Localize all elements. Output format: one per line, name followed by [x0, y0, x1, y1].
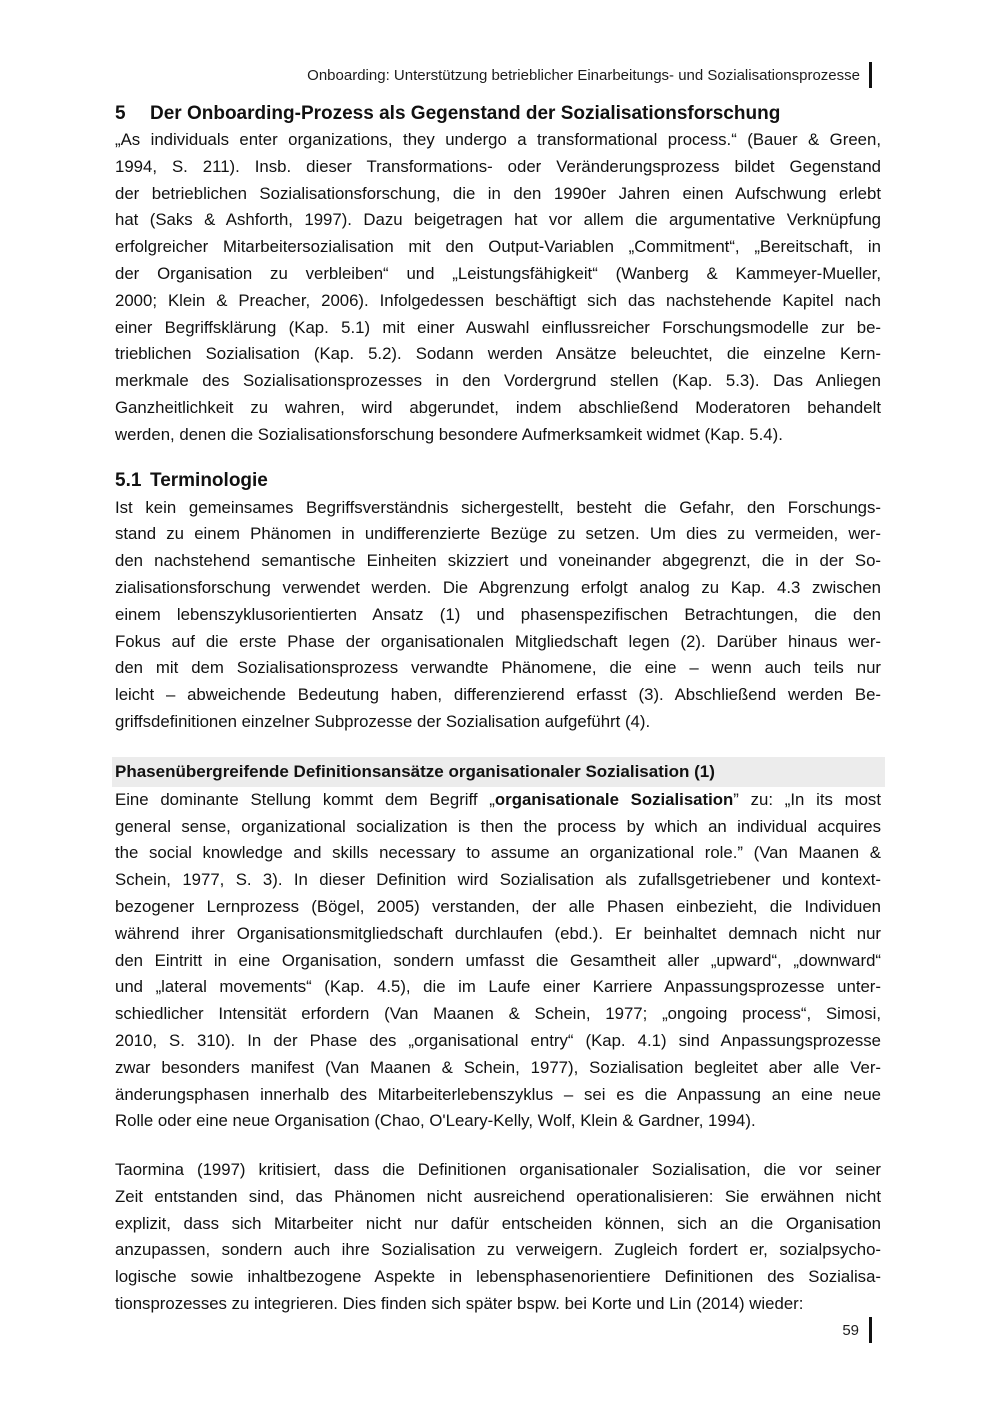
text-line: während ihrer Organisationsmitgliedschaft durchlaufen (ebd.). Er beinhaltet demnach nicht nur — [115, 923, 881, 943]
text-line: leicht – abweichende Bedeutung haben, differenzierend erfasst (3). Abschließend werden Be- — [115, 685, 881, 705]
text-line: der betrieblichen Sozialisationsforschung, die in den 1990er Jahren einen Aufschwung erlebt — [115, 183, 881, 203]
running-header-title: Onboarding: Unterstützung betrieblicher Einarbeitungs- und Sozialisationsprozesse — [307, 66, 860, 84]
text-line: den Eintritt in eine Organisation, sondern umfasst die Gesamtheit aller „upward“, „downward“ — [115, 950, 881, 970]
text-line: 2010, S. 310). In der Phase des „organisational entry“ (Kap. 4.1) sind Anpassungsprozesse — [115, 1030, 881, 1050]
text-line: den mit dem Sozialisationsprozess verwandte Phänomene, die eine – wenn auch teils nur — [115, 658, 881, 678]
text-line: schiedlicher Intensität erfordern (Van Maanen & Schein, 1977; „ongoing process“, Simosi, — [115, 1004, 881, 1024]
text-line: merkmale des Sozialisationsprozesses in den Vordergrund stellen (Kap. 5.3). Das Anliegen — [115, 371, 881, 391]
chapter-number: 5 — [115, 103, 126, 124]
text-line: general sense, organizational socialization is then the process by which an individual acquires — [115, 816, 881, 836]
text-line: erfolgreicher Mitarbeitersozialisation mit den Output-Variablen „Commitment“, „Bereitschaft, in — [115, 237, 881, 257]
page-number: 59 — [842, 1321, 859, 1339]
text-line: einer Begriffsklärung (Kap. 5.1) mit einer Auswahl einflussreicher Forschungsmodelle zur be- — [115, 317, 881, 337]
page-content — [115, 100, 881, 1318]
text-line: änderungsphasen innerhalb des Mitarbeiterlebenszyklus – sei es die Anpassung an eine neue — [115, 1084, 881, 1104]
text-line: „As individuals enter organizations, they undergo a transformational process.“ (Bauer & Green, — [115, 130, 881, 149]
footer-rule — [869, 1317, 872, 1343]
text-line: Rolle oder eine neue Organisation (Chao, O'Leary-Kelly, Wolf, Klein & Gardner, 1994). — [115, 1111, 756, 1131]
text-line: hat (Saks & Ashforth, 1997). Dazu beigetragen hat vor allem die argumentative Verknüpfung — [115, 210, 881, 230]
paragraph-definitionsansaetze — [115, 787, 881, 1135]
section-title: Terminologie — [150, 469, 268, 491]
text-line: 1994, S. 211). Insb. dieser Transformations- oder Veränderungsprozess bildet Gegenstand — [115, 156, 881, 176]
text-line: werden, denen die Sozialisationsforschung besondere Aufmerksamkeit widmet (Kap. 5.4). — [115, 424, 783, 444]
paragraph-taormina — [115, 1157, 881, 1318]
text-line: 2000; Klein & Preacher, 2006). Infolgedessen beschäftigt sich das nachstehende Kapitel nach — [115, 290, 881, 310]
text-line: und „lateral movements“ (Kap. 4.5), die im Laufe einer Karriere Anpassungsprozesse unter- — [115, 977, 881, 997]
text-line: explizit, dass sich Mitarbeiter nicht nur dafür entscheiden können, sich an die Organisation — [115, 1213, 881, 1233]
chapter-heading — [115, 100, 881, 127]
text-line: the social knowledge and skills necessary to assume an organizational role.” (Van Maanen & — [115, 843, 881, 863]
text-line: Eine dominante Stellung kommt dem Begriff „organisationale Sozialisation” zu: „In its most — [115, 789, 881, 809]
text-line: anzupassen, sondern auch ihre Sozialisation zu verweigern. Zugleich fordert er, sozialpsycho- — [115, 1240, 881, 1260]
text-line: Schein, 1977, S. 3). In dieser Definition wird Sozialisation als zufallsgetriebener und kontext- — [115, 870, 881, 890]
text-line: zwar besonders manifest (Van Maanen & Schein, 1977), Sozialisation begleitet aber alle Ver- — [115, 1057, 881, 1077]
header-rule — [869, 62, 872, 88]
highlighted-subheading: Phasenübergreifende Definitionsansätze organisationaler Sozialisation (1) — [112, 757, 885, 787]
text-line: griffsdefinitionen einzelner Subprozesse der Sozialisation aufgeführt (4). — [115, 711, 651, 731]
text-line: den nachstehend semantische Einheiten skizziert und voneinander abgegrenzt, die in der So- — [115, 551, 881, 571]
page-footer — [115, 1317, 872, 1343]
text-line: Ganzheitlichkeit zu wahren, wird abgerundet, indem abschließend Moderatoren behandelt — [115, 397, 881, 417]
section-heading — [115, 467, 881, 494]
paragraph-intro — [115, 127, 881, 449]
text-line: stand zu einem Phänomen in undifferenzierte Bezüge zu setzen. Um dies zu vermeiden, wer- — [115, 524, 881, 544]
text-line: bezogener Lernprozess (Bögel, 2005) verstanden, der alle Phasen einbezieht, die Individuen — [115, 896, 881, 916]
text-line: Taormina (1997) kritisiert, dass die Definitionen organisationaler Sozialisation, die vor seiner — [115, 1160, 881, 1180]
paragraph-terminologie — [115, 495, 881, 736]
text-line: einem lebenszyklusorientierten Ansatz (1) und phasenspezifischen Betrachtungen, die den — [115, 604, 881, 624]
text-line: trieblichen Sozialisation (Kap. 5.2). Sodann werden Ansätze beleuchtet, die einzelne Kern- — [115, 344, 881, 364]
chapter-title: Der Onboarding-Prozess als Gegenstand der Sozialisationsforschung — [150, 103, 781, 124]
text-line: logische sowie inhaltbezogene Aspekte in lebensphasenorientiere Definitionen des Sozialisa- — [115, 1267, 881, 1287]
text-line: Fokus auf die erste Phase der organisationalen Mitgliedschaft legen (2). Darüber hinaus wer- — [115, 631, 881, 651]
text-line: zialisationsforschung verwendet werden. Die Abgrenzung erfolgt analog zu Kap. 4.3 zwischen — [115, 577, 881, 597]
text-line: tionsprozesses zu integrieren. Dies finden sich später bspw. bei Korte und Lin (2014) wieder: — [115, 1294, 804, 1314]
text-line: der Organisation zu verbleiben“ und „Leistungsfähigkeit“ (Wanberg & Kammeyer-Mueller, — [115, 263, 881, 283]
section-number: 5.1 — [115, 469, 142, 491]
page-header — [115, 61, 872, 89]
text-line: Ist kein gemeinsames Begriffsverständnis sichergestellt, besteht die Gefahr, den Forschungs- — [115, 497, 881, 517]
text-line: Zeit entstanden sind, das Phänomen nicht ausreichend operationalisieren: Sie erwähnen nicht — [115, 1186, 881, 1206]
